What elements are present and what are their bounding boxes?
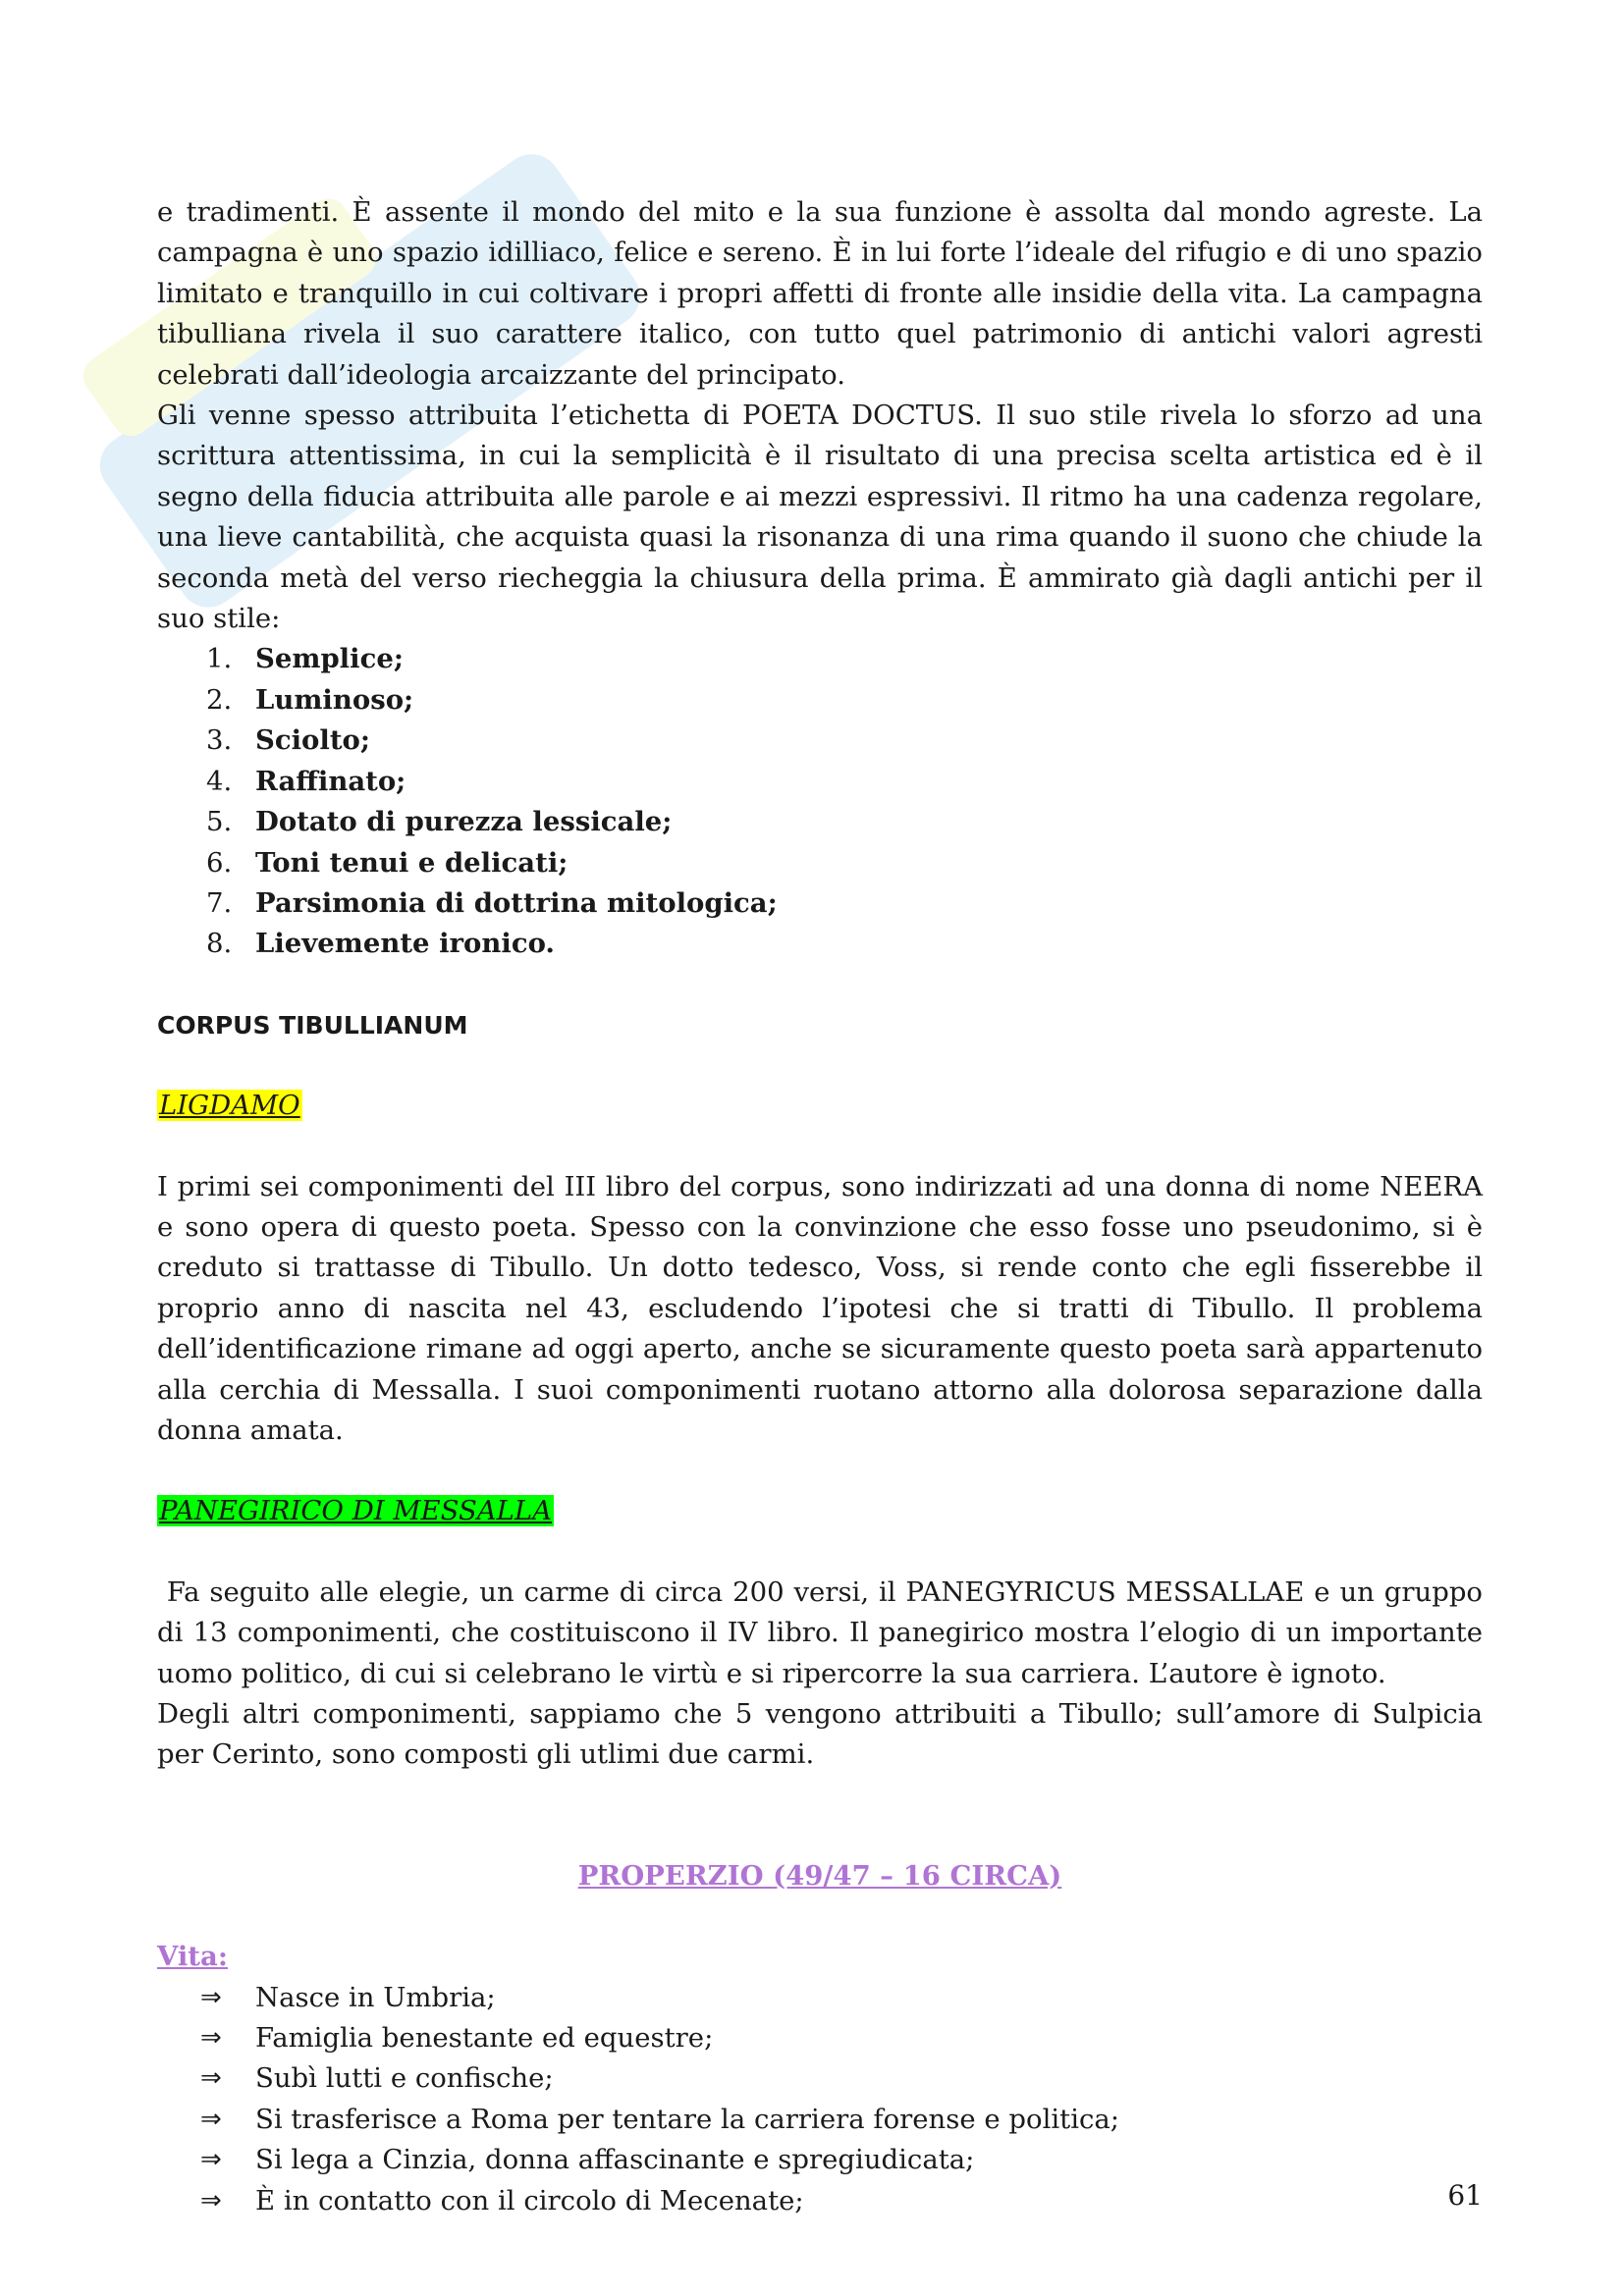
list-item: ⇒ Famiglia benestante ed equestre; (255, 2018, 1483, 2058)
arrow-icon: ⇒ (200, 2023, 222, 2054)
list-item: 4. Raffinato; (206, 765, 406, 797)
paragraph-panegirico: Fa seguito alle elegie, un carme di circa 200 versi, il PANEGYRICUS MESSALLAE e un gruppo di 13 componimenti, che costituiscono il IV libro. Il panegirico mostra l’elogio di un importante uomo politico, di cui si celebrano le virtù e si ripercorre la sua carriera. L’autore è ignoto. (157, 1575, 1491, 1689)
document-page (157, 192, 1491, 2221)
list-item: 8. Lievemente ironico. (206, 928, 556, 960)
panegirico-heading: PANEGIRICO DI MESSALLA (159, 1495, 553, 1527)
arrow-icon: ⇒ (200, 1982, 222, 2012)
list-item: ⇒ Si lega a Cinzia, donna affascinante e spregiudicata; (255, 2140, 1483, 2180)
paragraph-ligdamo: I primi sei componimenti del III libro del corpus, sono indirizzati ad una donna di nome NEERA e sono opera di questo poeta. Spesso con la convinzione che esso fosse uno pseudonimo, si è creduto si trattasse di Tibullo. Un dotto tedesco, Voss, si rende conto che egli fisserebbe il proprio anno di nascita nel 43, escludendo l’ipotesi che si tratti di Tibullo. Il problema dell’identificazione rimane ad oggi aperto, anche se sicuramente questo poeta sarà appartenuto alla cerchia di Messalla. I suoi componimenti ruotano attorno alla dolorosa separazione dalla donna amata. (157, 1170, 1483, 1446)
list-item: 6. Toni tenui e delicati; (206, 846, 568, 879)
list-item: ⇒ Nasce in Umbria; (255, 1978, 1483, 2018)
vita-list (157, 1978, 1483, 2221)
list-item: 5. Dotato di purezza lessicale; (206, 806, 673, 838)
style-list (157, 639, 1483, 964)
corpus-heading: CORPUS TIBULLIANUM (157, 1010, 468, 1040)
paragraph-altri-componimenti: Degli altri componimenti, sappiamo che 5 vengono attribuiti a Tibullo; sull’amore di Sulpicia per Cerinto, sono composti gli utlimi due carmi. (157, 1698, 1483, 1771)
arrow-icon: ⇒ (200, 2145, 222, 2175)
list-item: 1. Semplice; (206, 643, 404, 675)
page-number: 61 (1447, 2179, 1483, 2212)
arrow-icon: ⇒ (200, 2063, 222, 2094)
paragraph-poeta-doctus: Gli venne spesso attribuita l’etichetta di POETA DOCTUS. Il suo stile rivela lo sforzo ad una scrittura attentissima, in cui la semplicità è il risultato di una precisa scelta artistica ed è il segno della fiducia attribuita alle parole e ai mezzi espressivi. Il ritmo ha una cadenza regolare, una lieve cantabilità, che acquista quasi la risonanza di una rima quando il suono che chiude la seconda metà del verso riecheggia la chiusura della prima. È ammirato già dagli antichi per il suo stile: (157, 400, 1483, 635)
arrow-icon: ⇒ (200, 2185, 222, 2216)
list-item: 7. Parsimonia di dottrina mitologica; (206, 886, 778, 919)
paragraph-campagna: e tradimenti. È assente il mondo del mito e la sua funzione è assolta dal mondo agreste. La campagna è uno spazio idilliaco, felice e sereno. È in lui forte l’ideale del rifugio e di uno spazio limitato e tranquillo in cui coltivare i propri affetti di fronte alle insidie della vita. La campagna tibulliana rivela il suo carattere italico, con tutto quel patrimonio di antichi valori agresti celebrati dall’ideologia arcaizzante del principato. (157, 196, 1483, 391)
arrow-icon: ⇒ (200, 2104, 222, 2134)
list-item: ⇒ Si trasferisce a Roma per tentare la carriera forense e politica; (255, 2100, 1483, 2140)
ligdamo-heading: LIGDAMO (159, 1090, 300, 1122)
list-item: ⇒ Subì lutti e confische; (255, 2058, 1483, 2099)
properzio-title: PROPERZIO (49/47 – 16 CIRCA) (577, 1859, 1062, 1892)
vita-label: Vita: (157, 1941, 228, 1973)
list-item: 3. Sciolto; (206, 724, 371, 757)
list-item: ⇒ È in contatto con il circolo di Mecenate; (255, 2181, 1483, 2221)
list-item: 2. Luminoso; (206, 683, 414, 716)
